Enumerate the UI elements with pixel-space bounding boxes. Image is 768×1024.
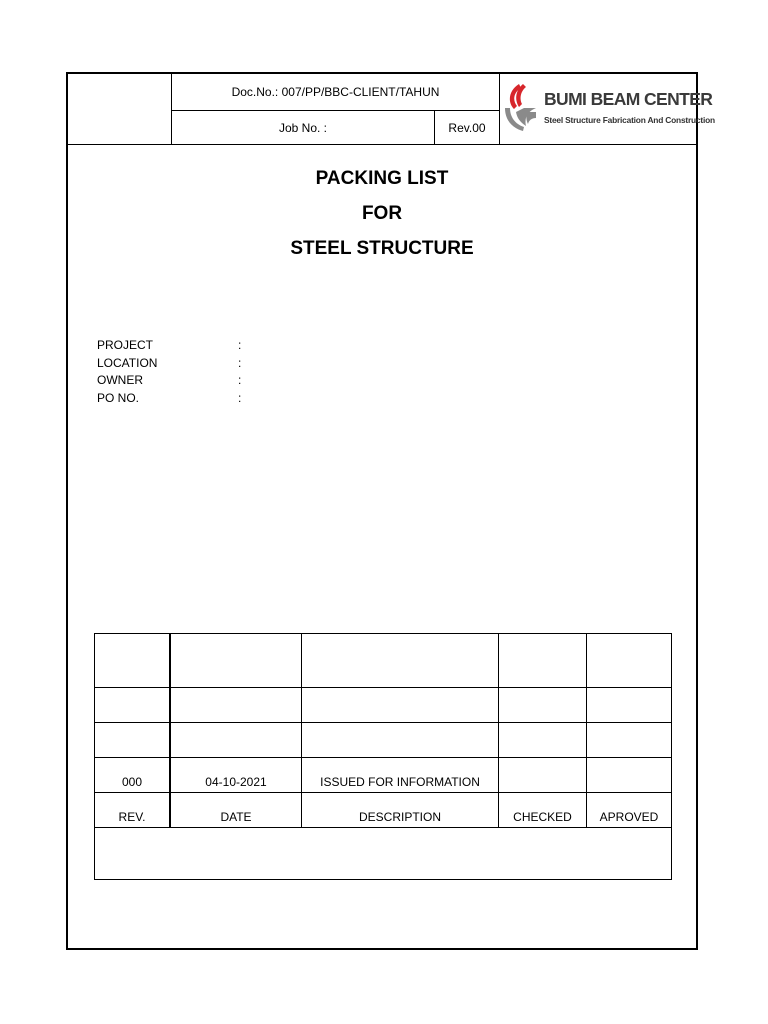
approved-column-header: APROVED (599, 810, 659, 824)
document-title: STEEL STRUCTURE (290, 238, 474, 259)
doc-number: Doc.No.: 007/PP/BBC-CLIENT/TAHUN (231, 85, 440, 99)
description-column-header: DESCRIPTION (358, 810, 441, 824)
project-label: PROJECT (97, 338, 154, 352)
field-separator: : (238, 355, 242, 370)
company-tagline: Steel Structure Fabrication And Construction (544, 115, 715, 125)
checked-column-header: CHECKED (513, 810, 572, 824)
date-cell: 04-10-2021 (205, 775, 267, 789)
document-title: PACKING LIST (315, 168, 449, 189)
location-label: LOCATION (97, 355, 158, 370)
po-number-label: PO NO. (97, 390, 140, 405)
table-row-divider (95, 757, 671, 758)
revision-code: Rev.00 (448, 120, 486, 135)
field-separator: : (238, 373, 242, 388)
table-row-divider (95, 722, 671, 723)
description-cell: ISSUED FOR INFORMATION (320, 775, 480, 789)
table-row-divider (95, 687, 671, 688)
table-row-divider (95, 827, 671, 828)
table-column-divider (586, 634, 587, 827)
revision-table (94, 633, 672, 880)
field-separator: : (238, 390, 242, 405)
rev-column-header: REV. (118, 810, 146, 824)
table-column-divider (169, 634, 171, 827)
rev-cell: 000 (121, 775, 143, 789)
logo-mark-icon (502, 82, 538, 132)
field-separator: : (238, 338, 242, 352)
document-title: FOR (361, 203, 403, 224)
date-column-header: DATE (220, 810, 252, 824)
table-row-divider (95, 792, 671, 793)
company-logo (500, 74, 715, 144)
job-number: Job No. : (278, 120, 328, 135)
header-bottom-rule (68, 144, 696, 145)
owner-label: OWNER (97, 373, 143, 388)
company-name: BUMI BEAM CENTER (544, 89, 713, 109)
table-column-divider (301, 634, 302, 827)
table-column-divider (498, 634, 499, 827)
